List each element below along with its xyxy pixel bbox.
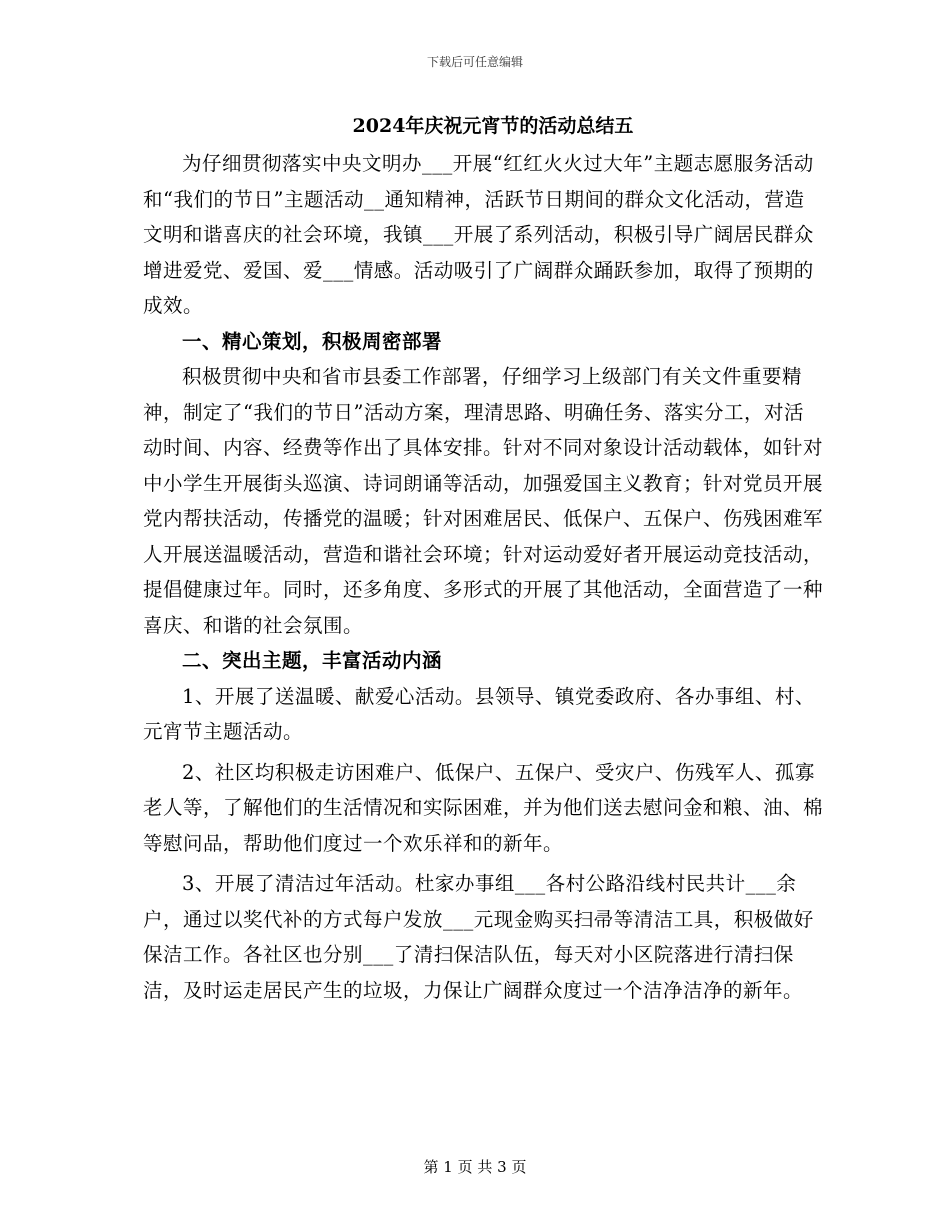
section-1-heading: 一、精心策划，积极周密部署 [182, 329, 443, 353]
section-2-heading: 二、突出主题，丰富活动内涵 [182, 649, 443, 672]
document-title: 2024年庆祝元宵节的活动总结五 [352, 115, 634, 137]
document-body [143, 112, 823, 1008]
section-2-item-2: 2、社区均积极走访困难户、低保户、五保户、受灾户、伤残军人、孤寡老人等，了解他们的生活情况和实际困难，并为他们送去慰问金和粮、油、棉等慰问品，帮助他们度过一个欢乐祥和的新年。 [143, 760, 824, 855]
header-note: 下载后可任意编辑 [426, 55, 523, 69]
section-1-paragraph: 积极贯彻中央和省市县委工作部署，仔细学习上级部门有关文件重要精神，制定了“我们的节日”活动方案，理清思路、明确任务、落实分工，对活动时间、内容、经费等作出了具体安排。针对不同对象设计活动载体，如针对中小学生开展街头巡演、诗词朗诵等活动，加强爱国主义教育；针对党员开展党内帮扶活动，传播党的温暖；针对困难居民、低保户、五保户、伤残困难军人开展送温暖活动，营造和谐社会环境；针对运动爱好者开展运动竞技活动，提倡健康过年。同时，还多角度、多形式的开展了其他活动，全面营造了一种喜庆、和谐的社会氛围。 [143, 365, 824, 637]
page-number-footer: 第 1 页 共 3 页 [423, 1158, 527, 1176]
section-2-item-1: 1、开展了送温暖、献爱心活动。县领导、镇党委政府、各办事组、村、元宵节主题活动。 [143, 684, 815, 743]
intro-paragraph: 为仔细贯彻落实中央文明办___开展“红红火火过大年”主题志愿服务活动和“我们的节日”主题活动__通知精神，活跃节日期间的群众文化活动，营造文明和谐喜庆的社会环境，我镇___开展了系列活动，积极引导广阔居民群众增进爱党、爱国、爱___情感。活动吸引了广阔群众踊跃参加，取得了预期的成效。 [143, 152, 814, 317]
section-2-item-3: 3、开展了清洁过年活动。杜家办事组___各村公路沿线村民共计___余户，通过以奖代补的方式每户发放___元现金购买扫帚等清洁工具，积极做好保洁工作。各社区也分别___了清扫保洁队伍，每天对小区院落进行清扫保洁，及时运走居民产生的垃圾，力保让广阔群众度过一个洁净洁净的新年。 [143, 872, 814, 1002]
